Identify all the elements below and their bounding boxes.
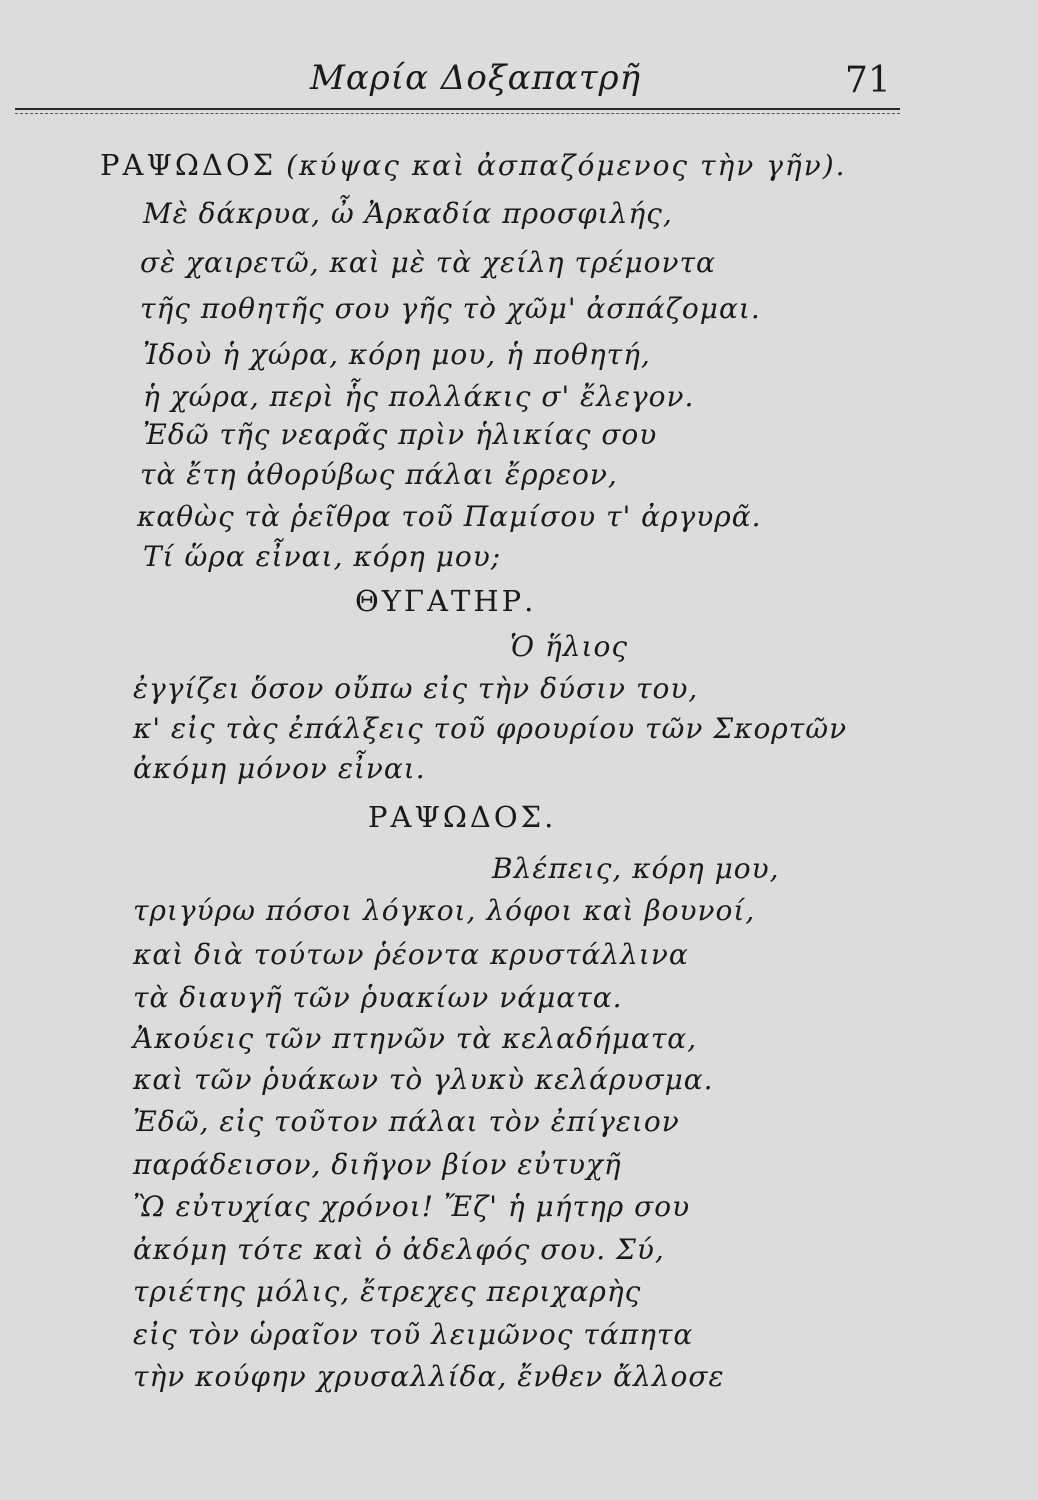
verse-line: Ἐδῶ, εἰς τοῦτον πάλαι τὸν ἐπίγειον [133, 1105, 680, 1138]
header-rule [15, 108, 900, 110]
speaker-name: ΡΑΨΩΔΟΣ [100, 148, 277, 182]
verse-line: Τί ὥρα εἶναι, κόρη μου; [143, 540, 502, 573]
verse-line: τὴν κούφην χρυσαλλίδα, ἔνθεν ἄλλοσε [133, 1360, 725, 1393]
verse-line: Ἀκούεις τῶν πτηνῶν τὰ κελαδήματα, [133, 1022, 698, 1055]
verse-line: καὶ τῶν ῥυάκων τὸ γλυκὺ κελάρυσμα. [133, 1063, 714, 1096]
verse-line: Ὢ εὐτυχίας χρόνοι! Ἔζ' ἡ μήτηρ σου [133, 1190, 691, 1223]
verse-line: Βλέπεις, κόρη μου, [492, 852, 780, 885]
verse-line: σὲ χαιρετῶ, καὶ μὲ τὰ χείλη τρέμοντα [140, 246, 716, 279]
verse-line: παράδεισον, διῆγον βίον εὐτυχῆ [133, 1148, 622, 1181]
verse-line: τριέτης μόλις, ἔτρεχες περιχαρὴς [133, 1275, 642, 1308]
speaker-name: ΡΑΨΩΔΟΣ. [368, 800, 557, 834]
verse-line: ἀκόμη τότε καὶ ὁ ἀδελφός σου. Σύ, [133, 1233, 665, 1266]
verse-line: κ' εἰς τὰς ἐπάλξεις τοῦ φρουρίου τῶν Σκορτῶν [133, 712, 848, 745]
speaker-name: ΘΥΓΑΤΗΡ. [355, 584, 537, 618]
speaker-heading-line [100, 148, 847, 182]
verse-line: τῆς ποθητῆς σου γῆς τὸ χῶμ' ἀσπάζομαι. [140, 292, 761, 325]
verse-line: καὶ διὰ τούτων ῥέοντα κρυστάλλινα [133, 938, 689, 971]
verse-line: ἐγγίζει ὅσον οὔπω εἰς τὴν δύσιν του, [133, 672, 699, 705]
verse-line: ἀκόμη μόνον εἶναι. [133, 752, 426, 785]
verse-line: Μὲ δάκρυα, ὦ Ἀρκαδία προσφιλής, [143, 197, 673, 230]
header-rule-dashed [15, 113, 900, 114]
verse-line: Ἐδῶ τῆς νεαρᾶς πρὶν ἡλικίας σου [143, 418, 658, 451]
verse-line: Ἰδοὺ ἡ χώρα, κόρη μου, ἡ ποθητή, [143, 338, 651, 371]
verse-line: εἰς τὸν ὡραῖον τοῦ λειμῶνος τάπητα [133, 1318, 694, 1351]
stage-direction: (κύψας καὶ ἀσπαζόμενος τὴν γῆν). [286, 149, 847, 182]
verse-line: Ὁ ἥλιος [510, 630, 629, 663]
verse-line: ἡ χώρα, περὶ ἧς πολλάκις σ' ἔλεγον. [143, 380, 695, 413]
verse-line: καθὼς τὰ ῥεῖθρα τοῦ Παμίσου τ' ἀργυρᾶ. [137, 500, 762, 533]
verse-line: τὰ ἔτη ἀθορύβως πάλαι ἔρρεον, [140, 458, 618, 491]
page-number: 71 [845, 60, 891, 101]
verse-line: τὰ διαυγῆ τῶν ῥυακίων νάματα. [133, 981, 623, 1014]
running-title: Μαρία Δοξαπατρῆ [310, 58, 642, 98]
verse-line: τριγύρω πόσοι λόγκοι, λόφοι καὶ βουνοί, [133, 894, 756, 927]
